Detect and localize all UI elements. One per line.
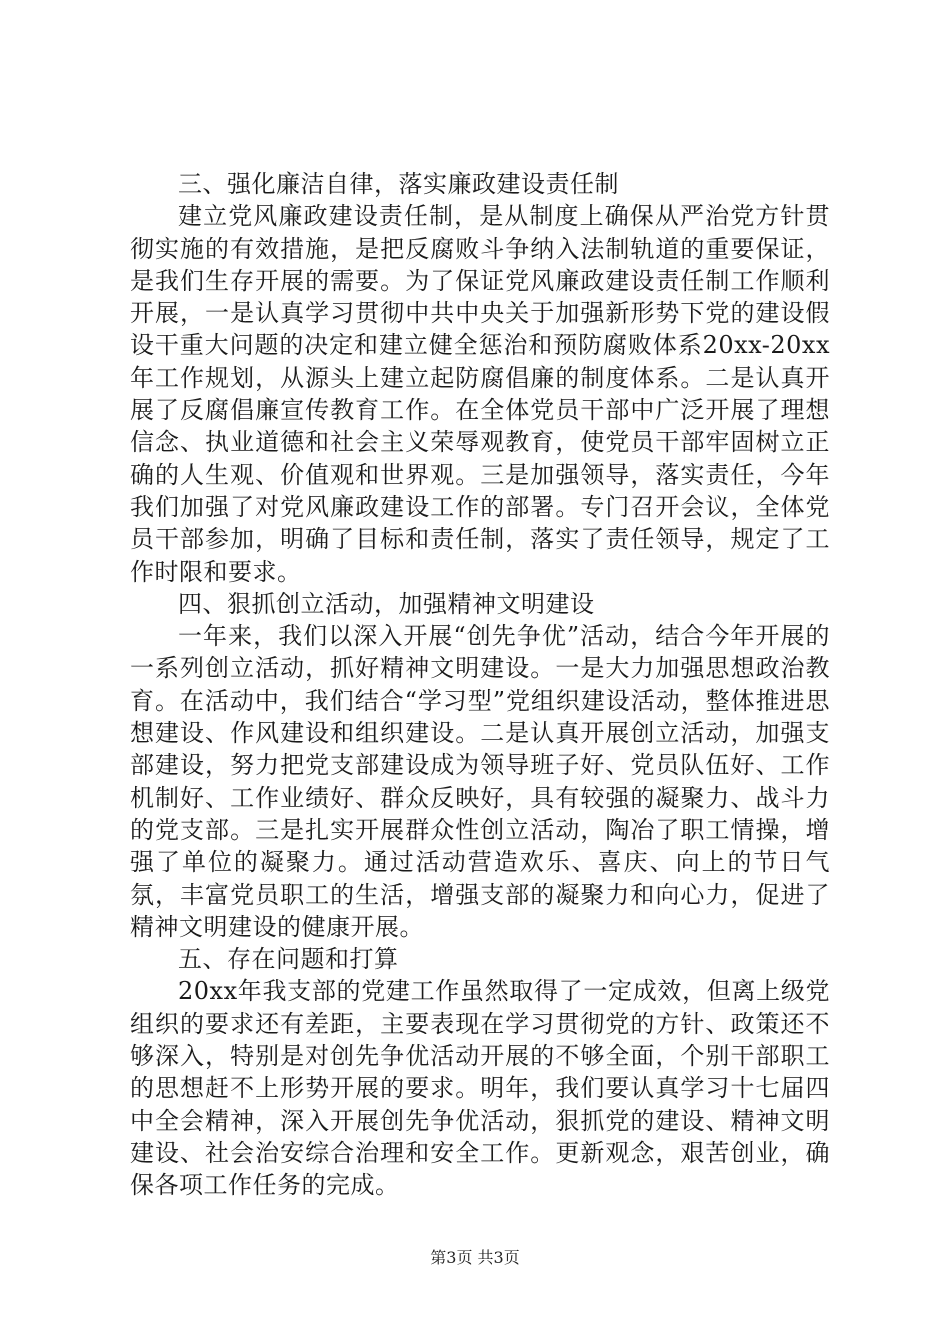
section-heading-5: 五、存在问题和打算 xyxy=(178,945,399,974)
page-footer: 第3页 共3页 xyxy=(430,1248,520,1267)
section-paragraph-3: 建立党风廉政建设责任制，是从制度上确保从严治党方针贯彻实施的有效措施，是把反腐败斗争纳入法制轨道的重要保证，是我们生存开展的需要。为了保证党风廉政建设责任制工作顺利开展，一是认真学习贯彻中共中央关于加强新形势下党的建设假设干重大问题的决定和建立健全惩治和预防腐败体系20xx-20xx年工作规划，从源头上建立起防腐倡廉的制度体系。二是认真开展了反腐倡廉宣传教育工作。在全体党员干部中广泛开展了理想信念、执业道德和社会主义荣辱观教育，使党员干部牢固树立正确的人生观、价值观和世界观。三是加强领导，落实责任，今年我们加强了对党风廉政建设工作的部署。专门召开会议，全体党员干部参加，明确了目标和责任制，落实了责任领导，规定了工作时限和要求。 xyxy=(130,202,830,586)
section-heading-3: 三、强化廉洁自律，落实廉政建设责任制 xyxy=(178,170,619,198)
section-heading-4: 四、狠抓创立活动，加强精神文明建设 xyxy=(178,589,595,618)
section-paragraph-5: 20xx年我支部的党建工作虽然取得了一定成效，但离上级党组织的要求还有差距，主要表现在学习贯彻党的方针、政策还不够深入，特别是对创先争优活动开展的不够全面，个别干部职工的思想赶不上形势开展的要求。明年，我们要认真学习十七届四中全会精神，深入开展创先争优活动，狠抓党的建设、精神文明建设、社会治安综合治理和安全工作。更新观念，艰苦创业，确保各项工作任务的完成。 xyxy=(130,977,830,1200)
section-paragraph-4: 一年来，我们以深入开展“创先争优”活动，结合今年开展的一系列创立活动，抓好精神文明建设。一是大力加强思想政治教育。在活动中，我们结合“学习型”党组织建设活动，整体推进思想建设、作风建设和组织建设。二是认真开展创立活动，加强支部建设，努力把党支部建设成为领导班子好、党员队伍好、工作机制好、工作业绩好、群众反映好，具有较强的凝聚力、战斗力的党支部。三是扎实开展群众性创立活动，陶冶了职工情操，增强了单位的凝聚力。通过活动营造欢乐、喜庆、向上的节日气氛，丰富党员职工的生活，增强支部的凝聚力和向心力，促进了精神文明建设的健康开展。 xyxy=(130,622,830,941)
document-body xyxy=(130,168,830,1202)
